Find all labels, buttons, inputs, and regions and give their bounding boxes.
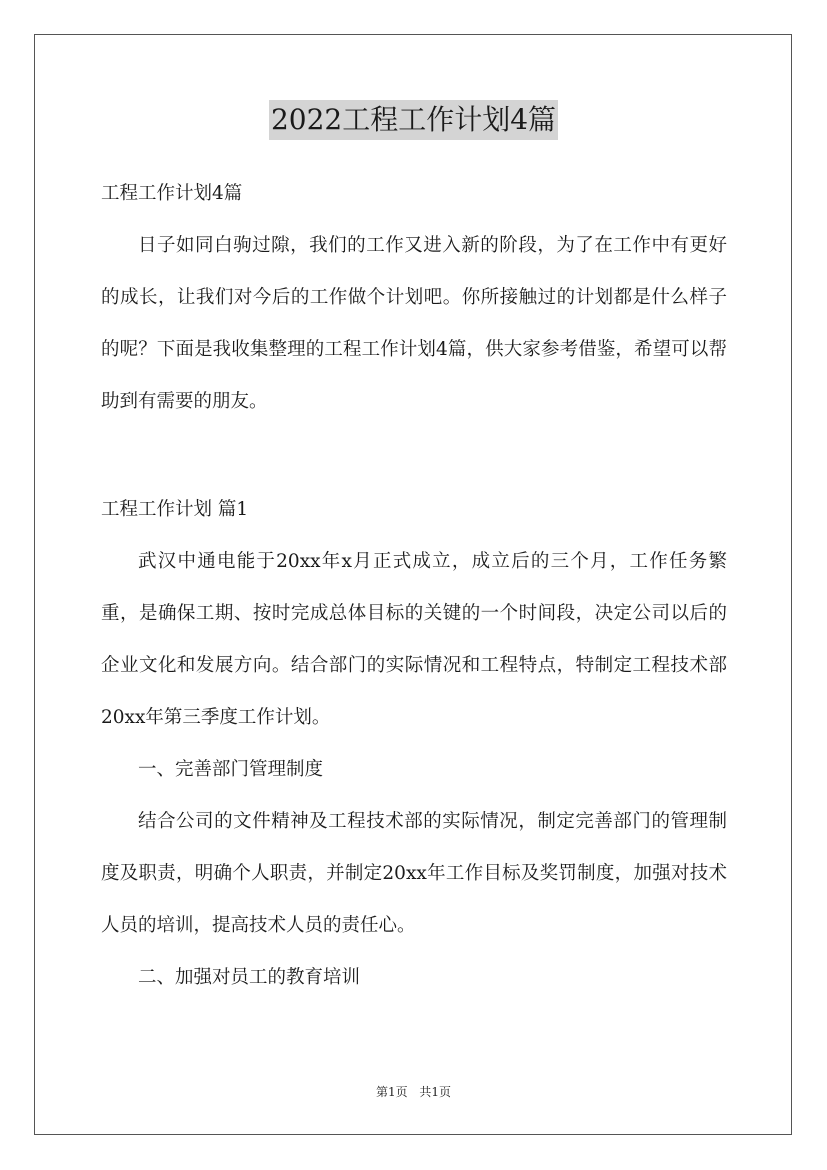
section-heading-part1: 工程工作计划 篇1	[101, 499, 249, 520]
page-total: 共1页	[419, 1085, 452, 1099]
page-number: 第1页	[375, 1085, 408, 1099]
blank-gap	[101, 428, 727, 484]
document-body	[101, 168, 727, 1004]
intro-paragraph: 日子如同白驹过隙，我们的工作又进入新的阶段，为了在工作中有更好的成长，让我们对今后的工作做个计划吧。你所接触过的计划都是什么样子的呢？下面是我收集整理的工程工作计划4篇，供大家参考借鉴，希望可以帮助到有需要的朋友。	[101, 235, 727, 412]
page-footer	[0, 1082, 827, 1102]
subheading-2: 二、加强对员工的教育培训	[138, 967, 361, 988]
section-heading: 工程工作计划4篇	[101, 183, 243, 204]
title-container	[0, 100, 827, 140]
document-title: 2022工程工作计划4篇	[269, 100, 558, 140]
part1-paragraph: 武汉中通电能于20xx年x月正式成立，成立后的三个月，工作任务繁重，是确保工期、按时完成总体目标的关键的一个时间段，决定公司以后的企业文化和发展方向。结合部门的实际情况和工程特点，特制定工程技术部20xx年第三季度工作计划。	[101, 551, 727, 728]
subsection-1-paragraph: 结合公司的文件精神及工程技术部的实际情况，制定完善部门的管理制度及职责，明确个人职责，并制定20xx年工作目标及奖罚制度，加强对技术人员的培训，提高技术人员的责任心。	[101, 811, 727, 936]
subheading-1: 一、完善部门管理制度	[138, 759, 324, 780]
